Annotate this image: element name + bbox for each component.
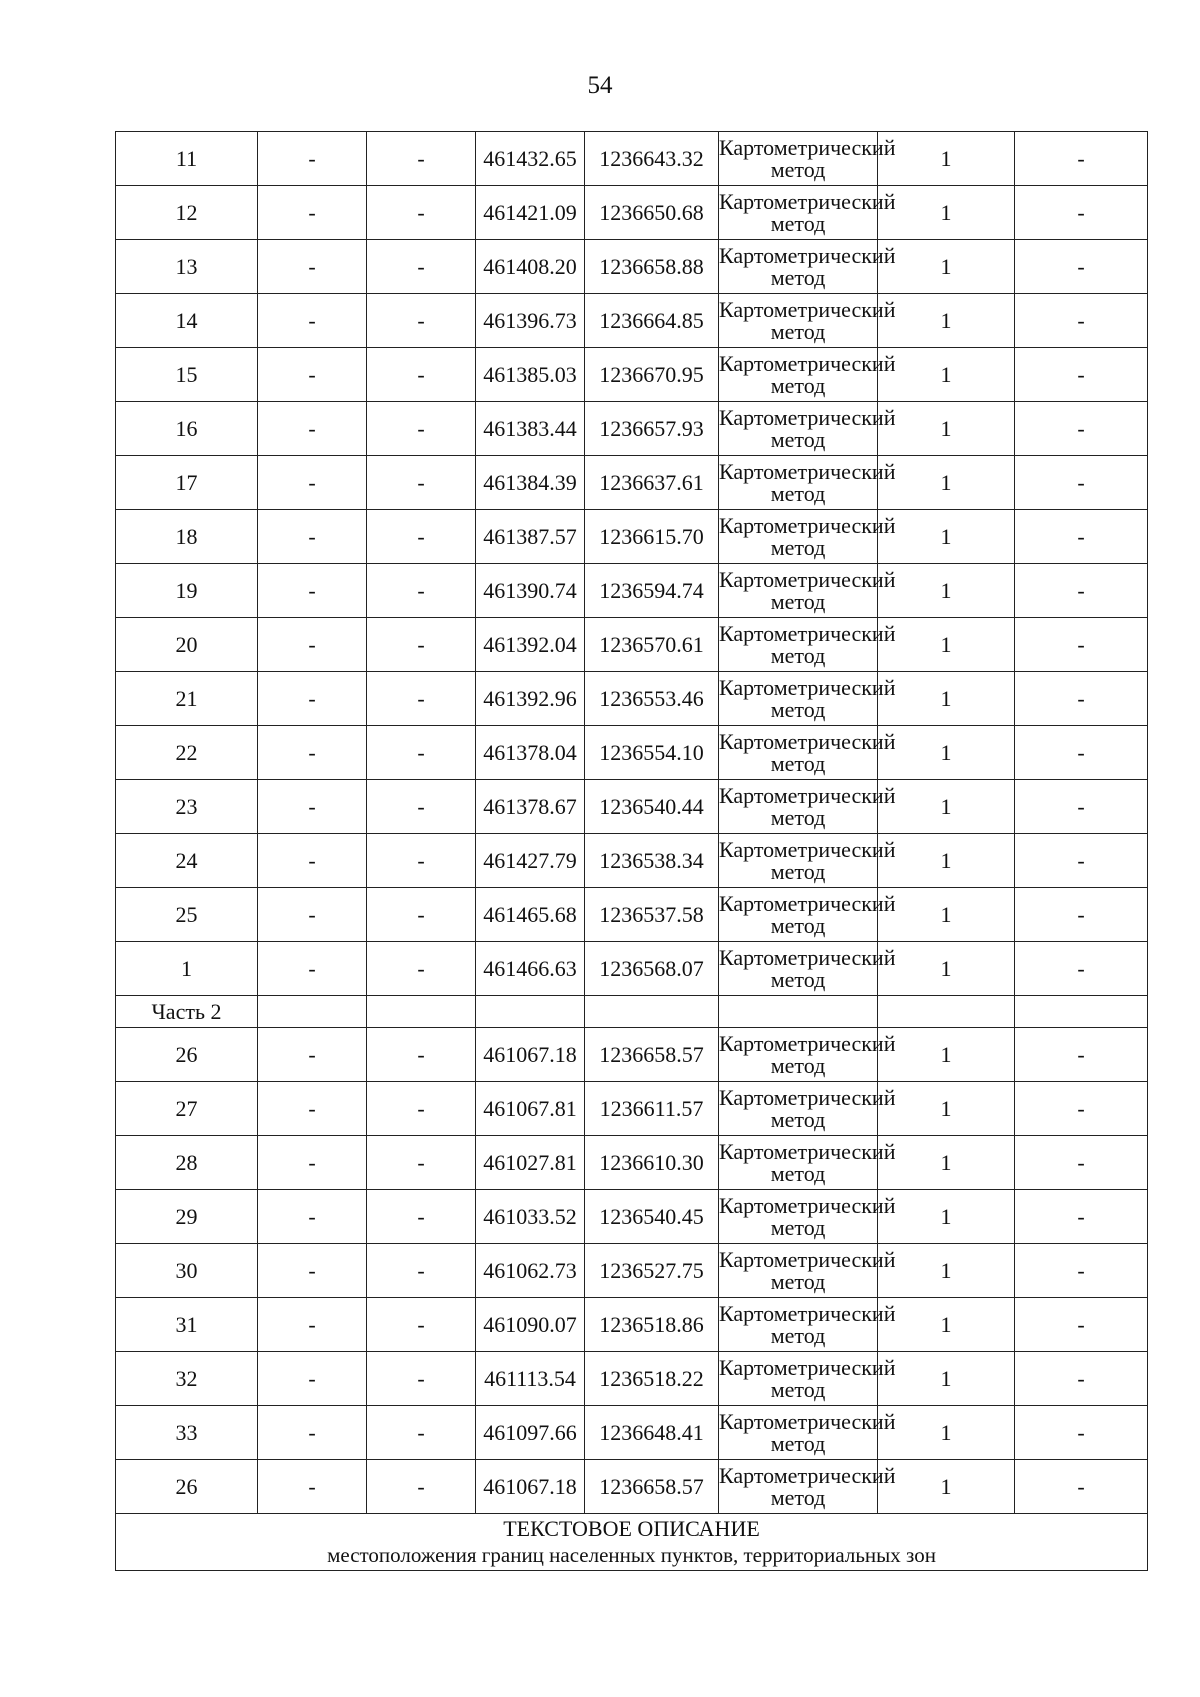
x-coordinate-cell: 461465.68 xyxy=(476,888,585,942)
y-coordinate-cell: 1236657.93 xyxy=(585,402,719,456)
dash-cell: - xyxy=(258,1406,367,1460)
dash-cell: - xyxy=(367,1028,476,1082)
dash-cell: - xyxy=(367,1406,476,1460)
table-row xyxy=(116,834,1148,888)
point-number-cell: 18 xyxy=(116,510,258,564)
x-coordinate-cell: 461378.04 xyxy=(476,726,585,780)
accuracy-cell: 1 xyxy=(878,1082,1015,1136)
method-cell: Картометрический метод xyxy=(719,1082,878,1136)
accuracy-cell: 1 xyxy=(878,1406,1015,1460)
dash-cell: - xyxy=(367,618,476,672)
dash-cell: - xyxy=(367,942,476,996)
dash-cell: - xyxy=(367,240,476,294)
coordinates-table xyxy=(115,131,1148,1571)
method-cell: Картометрический метод xyxy=(719,564,878,618)
note-cell: - xyxy=(1015,1136,1148,1190)
empty-cell xyxy=(258,996,367,1028)
caption-subtitle: местоположения границ населенных пунктов, территориальных зон xyxy=(327,1543,936,1567)
dash-cell: - xyxy=(367,1136,476,1190)
x-coordinate-cell: 461387.57 xyxy=(476,510,585,564)
dash-cell: - xyxy=(258,1460,367,1514)
y-coordinate-cell: 1236611.57 xyxy=(585,1082,719,1136)
dash-cell: - xyxy=(367,888,476,942)
point-number-cell: 15 xyxy=(116,348,258,402)
dash-cell: - xyxy=(258,240,367,294)
dash-cell: - xyxy=(258,1082,367,1136)
x-coordinate-cell: 461432.65 xyxy=(476,132,585,186)
dash-cell: - xyxy=(367,402,476,456)
y-coordinate-cell: 1236650.68 xyxy=(585,186,719,240)
point-number-cell: 17 xyxy=(116,456,258,510)
point-number-cell: 24 xyxy=(116,834,258,888)
dash-cell: - xyxy=(367,834,476,888)
note-cell: - xyxy=(1015,564,1148,618)
accuracy-cell: 1 xyxy=(878,726,1015,780)
table-row xyxy=(116,348,1148,402)
point-number-cell: 19 xyxy=(116,564,258,618)
point-number-cell: 28 xyxy=(116,1136,258,1190)
note-cell: - xyxy=(1015,402,1148,456)
dash-cell: - xyxy=(367,186,476,240)
dash-cell: - xyxy=(258,186,367,240)
table-row xyxy=(116,618,1148,672)
empty-cell xyxy=(585,996,719,1028)
point-number-cell: 29 xyxy=(116,1190,258,1244)
accuracy-cell: 1 xyxy=(878,240,1015,294)
x-coordinate-cell: 461392.96 xyxy=(476,672,585,726)
dash-cell: - xyxy=(367,132,476,186)
point-number-cell: 12 xyxy=(116,186,258,240)
accuracy-cell: 1 xyxy=(878,942,1015,996)
x-coordinate-cell: 461067.81 xyxy=(476,1082,585,1136)
accuracy-cell: 1 xyxy=(878,564,1015,618)
table-row xyxy=(116,1406,1148,1460)
dash-cell: - xyxy=(258,294,367,348)
method-cell: Картометрический метод xyxy=(719,726,878,780)
point-number-cell: 27 xyxy=(116,1082,258,1136)
note-cell: - xyxy=(1015,1352,1148,1406)
note-cell: - xyxy=(1015,1460,1148,1514)
note-cell: - xyxy=(1015,1298,1148,1352)
method-cell: Картометрический метод xyxy=(719,780,878,834)
method-cell: Картометрический метод xyxy=(719,402,878,456)
note-cell: - xyxy=(1015,1406,1148,1460)
method-cell: Картометрический метод xyxy=(719,186,878,240)
dash-cell: - xyxy=(258,1352,367,1406)
dash-cell: - xyxy=(367,1298,476,1352)
y-coordinate-cell: 1236540.44 xyxy=(585,780,719,834)
dash-cell: - xyxy=(258,348,367,402)
accuracy-cell: 1 xyxy=(878,1352,1015,1406)
y-coordinate-cell: 1236594.74 xyxy=(585,564,719,618)
y-coordinate-cell: 1236610.30 xyxy=(585,1136,719,1190)
point-number-cell: 14 xyxy=(116,294,258,348)
x-coordinate-cell: 461097.66 xyxy=(476,1406,585,1460)
dash-cell: - xyxy=(367,1244,476,1298)
method-cell: Картометрический метод xyxy=(719,1244,878,1298)
x-coordinate-cell: 461408.20 xyxy=(476,240,585,294)
x-coordinate-cell: 461033.52 xyxy=(476,1190,585,1244)
method-cell: Картометрический метод xyxy=(719,240,878,294)
note-cell: - xyxy=(1015,942,1148,996)
point-number-cell: 26 xyxy=(116,1028,258,1082)
accuracy-cell: 1 xyxy=(878,1298,1015,1352)
x-coordinate-cell: 461390.74 xyxy=(476,564,585,618)
dash-cell: - xyxy=(258,564,367,618)
note-cell: - xyxy=(1015,1190,1148,1244)
note-cell: - xyxy=(1015,132,1148,186)
y-coordinate-cell: 1236553.46 xyxy=(585,672,719,726)
empty-cell xyxy=(878,996,1015,1028)
y-coordinate-cell: 1236670.95 xyxy=(585,348,719,402)
y-coordinate-cell: 1236570.61 xyxy=(585,618,719,672)
empty-cell xyxy=(719,996,878,1028)
x-coordinate-cell: 461385.03 xyxy=(476,348,585,402)
method-cell: Картометрический метод xyxy=(719,618,878,672)
accuracy-cell: 1 xyxy=(878,294,1015,348)
dash-cell: - xyxy=(367,1352,476,1406)
table-row xyxy=(116,1082,1148,1136)
y-coordinate-cell: 1236527.75 xyxy=(585,1244,719,1298)
dash-cell: - xyxy=(258,834,367,888)
point-number-cell: 22 xyxy=(116,726,258,780)
note-cell: - xyxy=(1015,1244,1148,1298)
y-coordinate-cell: 1236664.85 xyxy=(585,294,719,348)
note-cell: - xyxy=(1015,294,1148,348)
caption-title: ТЕКСТОВОЕ ОПИСАНИЕ xyxy=(503,1516,760,1541)
accuracy-cell: 1 xyxy=(878,1244,1015,1298)
x-coordinate-cell: 461378.67 xyxy=(476,780,585,834)
x-coordinate-cell: 461067.18 xyxy=(476,1028,585,1082)
x-coordinate-cell: 461383.44 xyxy=(476,402,585,456)
accuracy-cell: 1 xyxy=(878,132,1015,186)
x-coordinate-cell: 461090.07 xyxy=(476,1298,585,1352)
x-coordinate-cell: 461384.39 xyxy=(476,456,585,510)
accuracy-cell: 1 xyxy=(878,456,1015,510)
table-row xyxy=(116,780,1148,834)
note-cell: - xyxy=(1015,240,1148,294)
point-number-cell: 26 xyxy=(116,1460,258,1514)
dash-cell: - xyxy=(367,780,476,834)
dash-cell: - xyxy=(258,726,367,780)
accuracy-cell: 1 xyxy=(878,834,1015,888)
method-cell: Картометрический метод xyxy=(719,1028,878,1082)
dash-cell: - xyxy=(367,348,476,402)
point-number-cell: 20 xyxy=(116,618,258,672)
table-row xyxy=(116,240,1148,294)
y-coordinate-cell: 1236648.41 xyxy=(585,1406,719,1460)
x-coordinate-cell: 461113.54 xyxy=(476,1352,585,1406)
dash-cell: - xyxy=(258,456,367,510)
empty-cell xyxy=(476,996,585,1028)
method-cell: Картометрический метод xyxy=(719,132,878,186)
table-row xyxy=(116,1244,1148,1298)
method-cell: Картометрический метод xyxy=(719,294,878,348)
dash-cell: - xyxy=(258,942,367,996)
table-row xyxy=(116,1460,1148,1514)
x-coordinate-cell: 461027.81 xyxy=(476,1136,585,1190)
accuracy-cell: 1 xyxy=(878,1028,1015,1082)
x-coordinate-cell: 461062.73 xyxy=(476,1244,585,1298)
note-cell: - xyxy=(1015,834,1148,888)
accuracy-cell: 1 xyxy=(878,1190,1015,1244)
accuracy-cell: 1 xyxy=(878,618,1015,672)
x-coordinate-cell: 461466.63 xyxy=(476,942,585,996)
method-cell: Картометрический метод xyxy=(719,1460,878,1514)
table-row xyxy=(116,1136,1148,1190)
dash-cell: - xyxy=(258,1298,367,1352)
table-row xyxy=(116,456,1148,510)
point-number-cell: 21 xyxy=(116,672,258,726)
x-coordinate-cell: 461392.04 xyxy=(476,618,585,672)
point-number-cell: 23 xyxy=(116,780,258,834)
accuracy-cell: 1 xyxy=(878,1460,1015,1514)
note-cell: - xyxy=(1015,456,1148,510)
empty-cell xyxy=(1015,996,1148,1028)
point-number-cell: 25 xyxy=(116,888,258,942)
x-coordinate-cell: 461427.79 xyxy=(476,834,585,888)
accuracy-cell: 1 xyxy=(878,402,1015,456)
y-coordinate-cell: 1236637.61 xyxy=(585,456,719,510)
dash-cell: - xyxy=(258,780,367,834)
method-cell: Картометрический метод xyxy=(719,456,878,510)
y-coordinate-cell: 1236658.57 xyxy=(585,1460,719,1514)
table-row xyxy=(116,1028,1148,1082)
method-cell: Картометрический метод xyxy=(719,834,878,888)
dash-cell: - xyxy=(258,510,367,564)
x-coordinate-cell: 461421.09 xyxy=(476,186,585,240)
dash-cell: - xyxy=(258,1136,367,1190)
accuracy-cell: 1 xyxy=(878,672,1015,726)
y-coordinate-cell: 1236568.07 xyxy=(585,942,719,996)
dash-cell: - xyxy=(367,726,476,780)
table-row xyxy=(116,942,1148,996)
point-number-cell: 16 xyxy=(116,402,258,456)
dash-cell: - xyxy=(367,1082,476,1136)
table-body xyxy=(116,132,1148,1514)
note-cell: - xyxy=(1015,672,1148,726)
dash-cell: - xyxy=(367,564,476,618)
part-header-row xyxy=(116,996,1148,1028)
dash-cell: - xyxy=(367,1460,476,1514)
note-cell: - xyxy=(1015,510,1148,564)
table-row xyxy=(116,1352,1148,1406)
accuracy-cell: 1 xyxy=(878,186,1015,240)
method-cell: Картометрический метод xyxy=(719,1352,878,1406)
point-number-cell: 1 xyxy=(116,942,258,996)
method-cell: Картометрический метод xyxy=(719,1190,878,1244)
y-coordinate-cell: 1236658.57 xyxy=(585,1028,719,1082)
method-cell: Картометрический метод xyxy=(719,888,878,942)
note-cell: - xyxy=(1015,618,1148,672)
dash-cell: - xyxy=(258,672,367,726)
part-label: Часть 2 xyxy=(116,996,258,1028)
note-cell: - xyxy=(1015,1082,1148,1136)
table-row xyxy=(116,510,1148,564)
method-cell: Картометрический метод xyxy=(719,1298,878,1352)
note-cell: - xyxy=(1015,1028,1148,1082)
accuracy-cell: 1 xyxy=(878,1136,1015,1190)
dash-cell: - xyxy=(258,1244,367,1298)
table-row xyxy=(116,186,1148,240)
y-coordinate-cell: 1236658.88 xyxy=(585,240,719,294)
y-coordinate-cell: 1236537.58 xyxy=(585,888,719,942)
y-coordinate-cell: 1236554.10 xyxy=(585,726,719,780)
dash-cell: - xyxy=(367,1190,476,1244)
y-coordinate-cell: 1236540.45 xyxy=(585,1190,719,1244)
note-cell: - xyxy=(1015,186,1148,240)
dash-cell: - xyxy=(258,1028,367,1082)
accuracy-cell: 1 xyxy=(878,888,1015,942)
table-row xyxy=(116,726,1148,780)
dash-cell: - xyxy=(258,1190,367,1244)
method-cell: Картометрический метод xyxy=(719,1406,878,1460)
dash-cell: - xyxy=(367,294,476,348)
point-number-cell: 30 xyxy=(116,1244,258,1298)
dash-cell: - xyxy=(367,510,476,564)
point-number-cell: 31 xyxy=(116,1298,258,1352)
method-cell: Картометрический метод xyxy=(719,510,878,564)
point-number-cell: 33 xyxy=(116,1406,258,1460)
accuracy-cell: 1 xyxy=(878,348,1015,402)
point-number-cell: 11 xyxy=(116,132,258,186)
y-coordinate-cell: 1236643.32 xyxy=(585,132,719,186)
table-caption xyxy=(116,1514,1148,1571)
note-cell: - xyxy=(1015,726,1148,780)
x-coordinate-cell: 461396.73 xyxy=(476,294,585,348)
point-number-cell: 13 xyxy=(116,240,258,294)
y-coordinate-cell: 1236538.34 xyxy=(585,834,719,888)
dash-cell: - xyxy=(367,672,476,726)
y-coordinate-cell: 1236615.70 xyxy=(585,510,719,564)
table-row xyxy=(116,132,1148,186)
accuracy-cell: 1 xyxy=(878,510,1015,564)
point-number-cell: 32 xyxy=(116,1352,258,1406)
table-row xyxy=(116,294,1148,348)
method-cell: Картометрический метод xyxy=(719,1136,878,1190)
table-row xyxy=(116,402,1148,456)
method-cell: Картометрический метод xyxy=(719,672,878,726)
method-cell: Картометрический метод xyxy=(719,348,878,402)
method-cell: Картометрический метод xyxy=(719,942,878,996)
y-coordinate-cell: 1236518.22 xyxy=(585,1352,719,1406)
table-row xyxy=(116,672,1148,726)
table-row xyxy=(116,1190,1148,1244)
table-row xyxy=(116,564,1148,618)
dash-cell: - xyxy=(258,402,367,456)
dash-cell: - xyxy=(367,456,476,510)
page-number: 54 xyxy=(587,72,613,99)
dash-cell: - xyxy=(258,888,367,942)
accuracy-cell: 1 xyxy=(878,780,1015,834)
x-coordinate-cell: 461067.18 xyxy=(476,1460,585,1514)
note-cell: - xyxy=(1015,348,1148,402)
table-row xyxy=(116,888,1148,942)
note-cell: - xyxy=(1015,888,1148,942)
empty-cell xyxy=(367,996,476,1028)
table-row xyxy=(116,1298,1148,1352)
dash-cell: - xyxy=(258,132,367,186)
y-coordinate-cell: 1236518.86 xyxy=(585,1298,719,1352)
note-cell: - xyxy=(1015,780,1148,834)
dash-cell: - xyxy=(258,618,367,672)
